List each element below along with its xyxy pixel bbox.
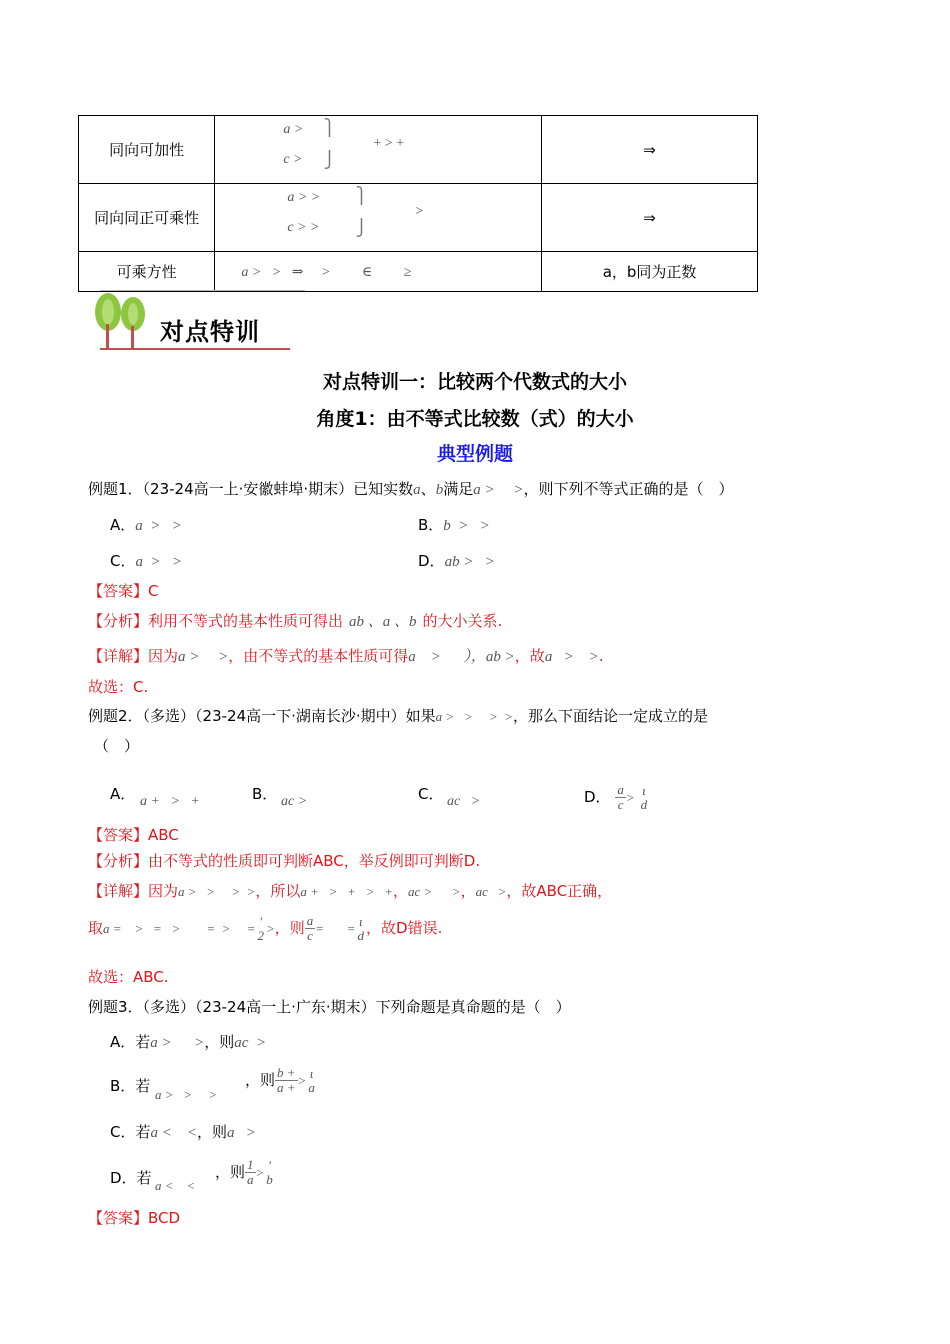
- example-2-option-a-expr: a + > +: [140, 794, 200, 809]
- example-1-option-d: D．ab > >: [418, 552, 495, 570]
- example-3-option-d: D．若: [110, 1169, 152, 1187]
- fraction: ι d: [640, 782, 648, 812]
- brace-top: ⎫: [355, 186, 368, 205]
- brace-bottom: ⎭: [323, 150, 336, 169]
- example-2-option-b-expr: ac >: [281, 794, 308, 809]
- example-2-answer: 【答案】ABC: [88, 826, 179, 844]
- example-1-stem: 例题1．（23-24高一上·安徽蚌埠·期末）已知实数a、b满足a > >，则下列不等式正确的是（ ）: [88, 480, 734, 498]
- example-1-option-c: C．a > >: [110, 552, 182, 570]
- fraction: $\frac{a}{c}$: [617, 782, 624, 812]
- example-2-option-d: D． $\frac{a}{c}$ > ι d: [584, 782, 648, 812]
- table-row: [79, 116, 758, 184]
- property-name: 同向可加性: [79, 116, 215, 184]
- condition-2: c >: [283, 152, 303, 167]
- example-2-option-a: A．: [110, 785, 136, 803]
- property-formula: [215, 184, 542, 252]
- example-1-option-a: A．a > >: [110, 516, 182, 534]
- example-3-option-b-result: ，则 $\frac{b +}{a +}$ > ι a: [245, 1065, 315, 1095]
- example-1-detail: 【详解】因为a > >，由不等式的基本性质可得a > ），ab >，故a > >.: [88, 647, 604, 665]
- example-3-option-c: C．若a < <，则a >: [110, 1123, 256, 1141]
- example-1-conclusion: 故选：C.: [88, 678, 149, 696]
- example-2-counterexample: 取a = > = > = > = ' 2 >，则 $\frac{a}{c}$ = = ι d ，故D错误.: [88, 913, 443, 943]
- property-result: + > +: [373, 136, 405, 151]
- table-row: [79, 184, 758, 252]
- example-2-option-b: B．: [252, 785, 278, 803]
- banner-topline: [100, 290, 305, 291]
- property-result: >: [415, 204, 424, 219]
- table-row: [79, 252, 758, 292]
- condition-1: a > >: [287, 190, 321, 205]
- example-3-option-d-result: ，则 $\frac{1}{a}$ > ' b: [215, 1157, 273, 1187]
- implies-symbol: ⇒: [542, 116, 758, 184]
- banner-title: 对点特训: [160, 318, 260, 346]
- banner-underline: [100, 348, 290, 350]
- properties-table: [78, 115, 758, 292]
- typical-examples-heading: 典型例题: [436, 443, 513, 465]
- example-3-stem: 例题3．（多选）（23-24高一上·广东·期末）下列命题是真命题的是（ ）: [88, 998, 571, 1016]
- example-2-detail: 【详解】因为a > > > >，所以a + > + > +，ac > >，ac >，故ABC正确，: [88, 882, 613, 900]
- example-3-answer: 【答案】BCD: [88, 1209, 181, 1227]
- example-3-option-b-cond: a > > >: [155, 1087, 218, 1102]
- example-2-analysis: 【分析】由不等式的性质即可判断ABC，举反例即可判断D.: [88, 852, 481, 870]
- property-formula: a > > ⇒ > ∈ ≥: [215, 252, 542, 292]
- tree-icon: [90, 290, 160, 352]
- example-2-paren: （ ）: [94, 737, 140, 755]
- example-3-option-d-cond: a < <: [155, 1178, 196, 1193]
- property-formula: [215, 116, 542, 184]
- example-3-option-b: B．若: [110, 1077, 151, 1095]
- property-name: 可乘方性: [79, 252, 215, 292]
- example-3-option-a: A．若a > >，则ac >: [110, 1033, 267, 1051]
- example-2-option-c-expr: ac >: [447, 794, 481, 809]
- example-1-option-b: B．b > >: [418, 516, 490, 534]
- brace-bottom: ⎭: [355, 218, 368, 237]
- example-1-answer: 【答案】C: [88, 582, 159, 600]
- subsection-heading: 角度1：由不等式比较数（式）的大小: [316, 408, 634, 430]
- example-2-stem: 例题2．（多选）（23-24高一下·湖南长沙·期中）如果a > > > >，那么下面结论一定成立的是: [88, 707, 709, 725]
- example-1-analysis: 【分析】利用不等式的基本性质可得出 ab 、a 、b 的大小关系.: [88, 612, 503, 630]
- example-2-option-c: C．: [418, 785, 444, 803]
- condition-1: a >: [283, 122, 304, 137]
- example-2-conclusion: 故选：ABC.: [88, 968, 169, 986]
- brace-top: ⎫: [323, 118, 336, 137]
- implies-symbol: ⇒: [542, 184, 758, 252]
- condition-2: c > >: [287, 220, 320, 235]
- property-note: a，b同为正数: [542, 252, 758, 292]
- section-banner: [90, 290, 290, 352]
- property-name: 同向同正可乘性: [79, 184, 215, 252]
- section-heading: 对点特训一：比较两个代数式的大小: [322, 371, 627, 393]
